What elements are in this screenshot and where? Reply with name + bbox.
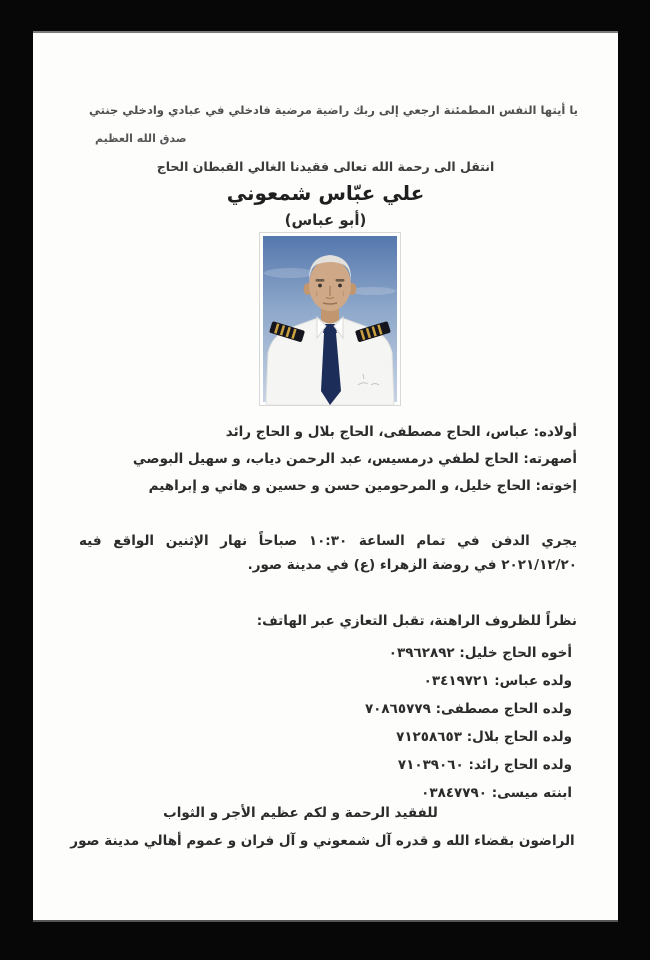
- quran-verse: يا أيتها النفس المطمئنة ارجعي إلى ربك راضية مرضية فادخلي في عبادي وادخلي جنتي: [89, 103, 578, 117]
- contact-phone: ٧١٠٣٩٠٦٠: [397, 757, 464, 773]
- contact-phone: ٧١٢٥٨٦٥٣: [396, 729, 462, 745]
- phone-contact: [33, 667, 572, 695]
- families-line: الراضون بقضاء الله و قدره آل شمعوني و آل فران و عموم أهالي مدينة صور: [70, 833, 575, 849]
- phone-contact: [33, 779, 572, 807]
- family-section: [33, 419, 618, 500]
- contact-label: ابنته ميسى:: [491, 785, 572, 801]
- contact-label: ولده عباس:: [494, 673, 572, 689]
- sons-in-law-line: أصهرته: الحاج لطفي درمسيس، عبد الرحمن دياب، و سهيل البوصي: [132, 451, 577, 467]
- contact-label: ولده الحاج رائد:: [468, 757, 572, 773]
- eyebrow-left: [316, 279, 325, 282]
- deceased-portrait: [260, 233, 400, 405]
- contact-label: ولده الحاج بلال:: [466, 729, 572, 745]
- mercy-line: للفقيد الرحمة و لكم عظيم الأجر و الثواب: [163, 805, 438, 821]
- contact-phone: ٠٣٨٤٧٧٩٠: [421, 785, 488, 801]
- phone-contact: [33, 639, 572, 667]
- condolences-intro: نظراً للظروف الراهنة، تقبل التعازي عبر الهاتف:: [256, 613, 577, 629]
- deceased-kunya: (أبو عباس): [284, 211, 367, 229]
- brothers-line: إخوته: الحاج خليل، و المرحومين حسن و حسين و هاني و إبراهيم: [148, 478, 577, 494]
- sadaqa-line: صدق الله العظيم: [95, 132, 187, 145]
- document-page: [33, 31, 618, 922]
- eyebrow-right: [336, 279, 345, 282]
- contact-phone: ٠٣٩٦٢٨٩٢: [388, 645, 455, 661]
- phone-contact: [33, 751, 572, 779]
- sons-line: أولاده: عباس، الحاج مصطفى، الحاج بلال و الحاج رائد: [225, 424, 577, 440]
- deceased-name: علي عبّاس شمعوني: [226, 181, 425, 205]
- announcement-intro: انتقل الى رحمة الله تعالى فقيدنا الغالي القبطان الحاج: [156, 159, 495, 174]
- eye-left: [318, 284, 322, 288]
- contact-label: ولده الحاج مصطفى:: [435, 701, 572, 717]
- contact-label: أخوه الحاج خليل:: [459, 645, 572, 661]
- phone-contact: [33, 723, 572, 751]
- eye-right: [338, 284, 342, 288]
- burial-details: يجري الدفن في تمام الساعة ١٠:٣٠ صباحاً نهار الإثنين الواقع فيه ٢٠٢١/١٢/٢٠ في روضة الزهراء (ع) في مدينة صور.: [79, 533, 577, 573]
- contact-phone: ٧٠٨٦٥٧٧٩: [364, 701, 431, 717]
- phone-contact: [33, 695, 572, 723]
- phone-list: [33, 639, 618, 807]
- portrait-illustration: [260, 233, 400, 405]
- contact-phone: ٠٣٤١٩٧٢١: [423, 673, 490, 689]
